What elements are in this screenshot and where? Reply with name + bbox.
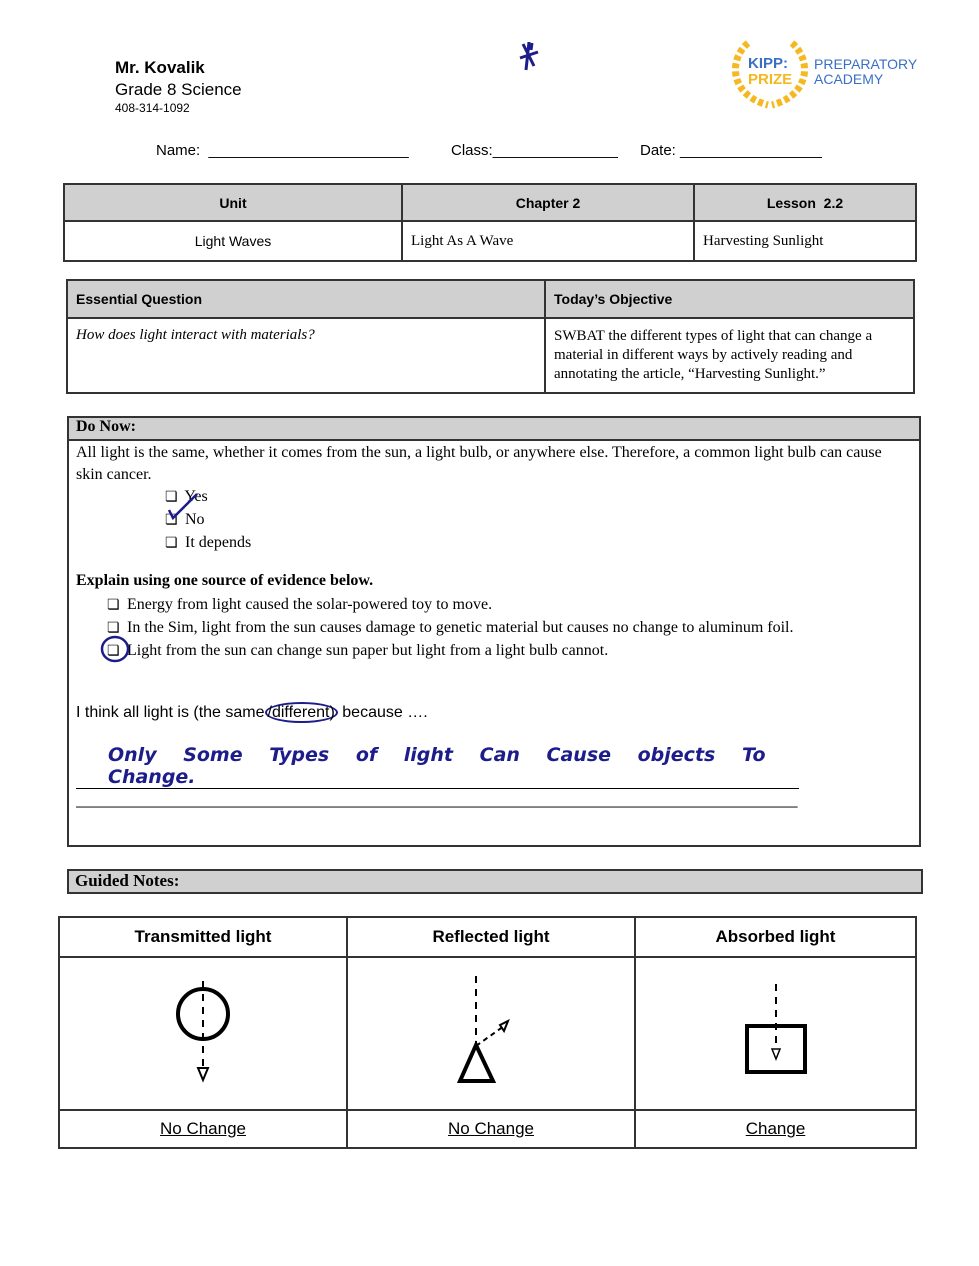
lesson-table: Unit Chapter 2 Lesson 2.2 Light Waves Light As A Wave Harvesting Sunlight xyxy=(63,183,917,262)
answer-blank-line[interactable]: ______________________________________________________________________________ xyxy=(76,790,798,810)
name-field[interactable]: Name: ________________________ xyxy=(156,142,409,159)
handwritten-checkmark-icon xyxy=(165,488,205,523)
do-now-section: Do Now: All light is the same, whether it comes from the sun, a light bulb, or anywhere else. Therefore, a common light bulb can cause skin cancer. ❏ Yes ❏ No ❏ It depends Explain using one source of evidence below. ❏ Energy from light caused the solar-powered toy to move. ❏ In the Sim, light from the sun causes damage to genetic material but causes no change to aluminum foil. ❏ Light from the sun can change sun paper but light from a light bulb cannot. I think all light is (the same /different) because …. Only Some Types of light Can Cause objects To Change. ______________________________________________________________________________ xyxy=(67,416,921,847)
evidence-item[interactable]: ❏ Energy from light caused the solar-powered toy to move. xyxy=(107,596,493,613)
handwritten-asterisk-icon xyxy=(514,40,544,72)
transmitted-diagram xyxy=(59,957,347,1110)
phone-number: 408-314-1092 xyxy=(115,101,190,115)
guided-notes-table: Transmitted light Reflected light Absorbed light No Change No Change Change xyxy=(58,916,917,1149)
date-field[interactable]: Date: _________________ xyxy=(640,142,822,159)
absorbed-light-icon xyxy=(741,981,811,1081)
school-logo: KIPP: PRIZE PREPARATORY ACADEMY xyxy=(728,35,918,110)
evidence-list xyxy=(107,594,794,663)
course-name: Grade 8 Science xyxy=(115,80,242,99)
option-yes[interactable]: ❏ Yes xyxy=(165,488,208,505)
class-field[interactable]: Class:_______________ xyxy=(451,142,618,159)
guided-notes-header: Guided Notes: xyxy=(67,869,923,894)
claim-sentence: I think all light is (the same /different) because …. xyxy=(76,704,428,721)
handwritten-circle-icon xyxy=(99,634,131,664)
question-table: Essential Question Today’s Objective How does light interact with materials? SWBAT the different types of light that can change a material in different ways by actively reading and annotating the article, “Harvesting Sunlight.” xyxy=(66,279,915,394)
option-it-depends[interactable]: ❏ It depends xyxy=(165,534,252,551)
transmitted-light-icon xyxy=(173,976,233,1086)
teacher-name: Mr. Kovalik xyxy=(115,58,205,77)
option-no[interactable]: ❏ No xyxy=(165,511,205,528)
evidence-item[interactable]: ❏ Light from the sun can change sun paper but light from a light bulb cannot. xyxy=(107,642,609,659)
handwritten-answer[interactable]: Only Some Types of light Can Cause objects To Change. xyxy=(76,744,799,789)
reflected-light-icon xyxy=(456,971,526,1091)
evidence-item[interactable]: ❏ In the Sim, light from the sun causes damage to genetic material but causes no change to aluminum foil. xyxy=(107,619,794,636)
reflected-diagram xyxy=(347,957,635,1110)
absorbed-diagram xyxy=(635,957,916,1110)
